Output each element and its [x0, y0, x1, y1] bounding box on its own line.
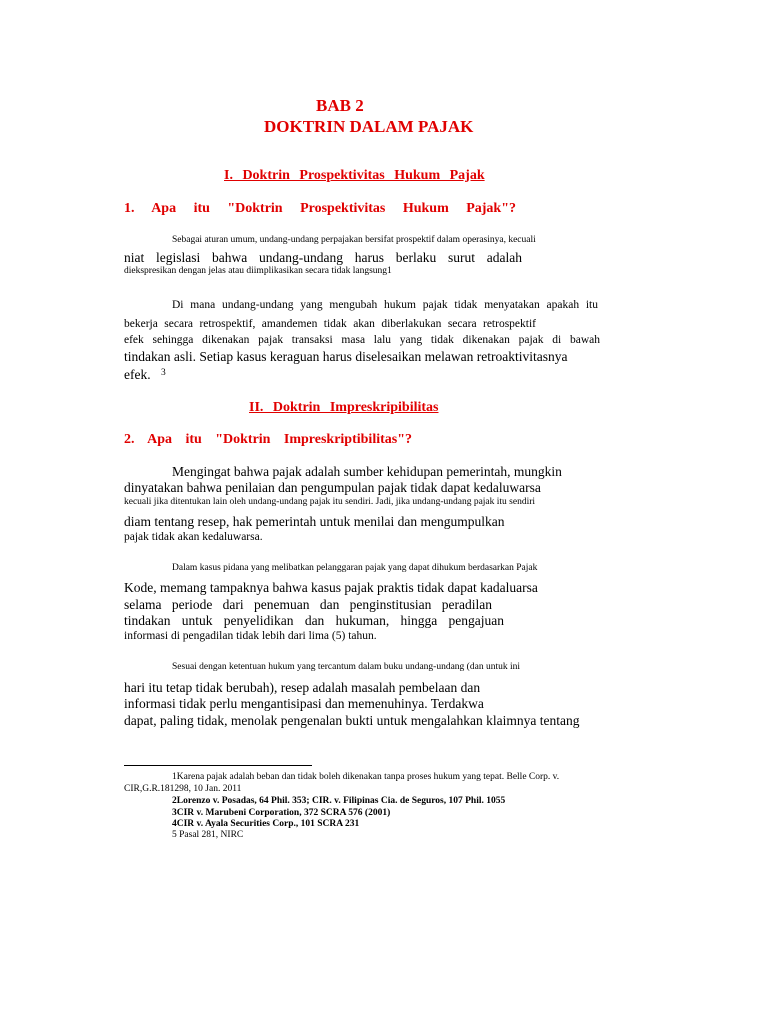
section-heading-1: I. Doktrin Prospektivitas Hukum Pajak — [224, 168, 485, 183]
footnote-5: 5 Pasal 281, NIRC — [172, 830, 244, 840]
section-heading-2: II. Doktrin Impreskripibilitas — [249, 400, 439, 415]
s1-p1-line1: Sebagai aturan umum, undang-undang perpajakan bersifat prospektif dalam operasinya, kecuali — [172, 235, 536, 245]
question-1: 1. Apa itu "Doktrin Prospektivitas Hukum Pajak"? — [124, 201, 516, 216]
question-2: 2. Apa itu "Doktrin Impreskriptibilitas"? — [124, 432, 412, 447]
s1-p2-line5: efek. — [124, 367, 151, 382]
s2-p1-line3: kecuali jika ditentukan lain oleh undang-undang pajak itu sendiri. Jadi, jika undang-undang pajak itu sendiri — [124, 497, 536, 507]
s1-p2-line4: tindakan asli. Setiap kasus keraguan harus diselesaikan melawan retroaktivitasnya — [124, 349, 568, 364]
s2-p2-line4: tindakan untuk penyelidikan dan hukuman, hingga pengajuan — [124, 613, 504, 628]
s1-p2-line1: Di mana undang-undang yang mengubah hukum pajak tidak menyatakan apakah itu — [172, 299, 598, 311]
footnote-1: 1Karena pajak adalah beban dan tidak boleh dikenakan tanpa proses hukum yang tepat. Belle Corp. v. — [172, 772, 560, 782]
footnote-4: 4CIR v. Ayala Securities Corp., 101 SCRA 231 — [172, 819, 360, 829]
s1-p2-line2: bekerja secara retrospektif, amandemen tidak akan diberlakukan secara retrospektif — [124, 318, 536, 330]
footnote-2: 2Lorenzo v. Posadas, 64 Phil. 353; CIR. v. Filipinas Cia. de Seguros, 107 Phil. 1055 — [172, 796, 506, 806]
s2-p3-line3: informasi tidak perlu mengantisipasi dan memenuhinya. Terdakwa — [124, 696, 484, 711]
chapter-title: DOKTRIN DALAM PAJAK — [264, 117, 474, 136]
s1-p1-line3: diekspresikan dengan jelas atau diimplikasikan secara tidak langsung1 — [124, 266, 392, 276]
s2-p1-line4: diam tentang resep, hak pemerintah untuk menilai dan mengumpulkan — [124, 514, 505, 529]
footnote-divider — [124, 765, 312, 766]
s2-p2-line1: Dalam kasus pidana yang melibatkan pelanggaran pajak yang dapat dihukum berdasarkan Pajak — [172, 563, 538, 573]
s2-p2-line3: selama periode dari penemuan dan penginstitusian peradilan — [124, 597, 492, 612]
s2-p2-line5: informasi di pengadilan tidak lebih dari lima (5) tahun. — [124, 630, 377, 642]
footnote-ref-3: 3 — [161, 368, 166, 378]
chapter-label: BAB 2 — [316, 96, 364, 115]
s2-p3-line2: hari itu tetap tidak berubah), resep adalah masalah pembelaan dan — [124, 680, 481, 695]
s2-p3-line1: Sesuai dengan ketentuan hukum yang tercantum dalam buku undang-undang (dan untuk ini — [172, 662, 520, 672]
footnote-3: 3CIR v. Marubeni Corporation, 372 SCRA 576 (2001) — [172, 808, 391, 818]
s2-p1-line1: Mengingat bahwa pajak adalah sumber kehidupan pemerintah, mungkin — [172, 464, 562, 479]
s2-p3-line4: dapat, paling tidak, menolak pengenalan bukti untuk mengalahkan klaimnya tentang — [124, 713, 580, 728]
s2-p2-line2: Kode, memang tampaknya bahwa kasus pajak praktis tidak dapat kadaluarsa — [124, 580, 538, 595]
s1-p2-line3: efek sehingga dikenakan pajak transaksi masa lalu yang tidak dikenakan pajak di bawah — [124, 334, 600, 346]
footnote-1-cont: CIR,G.R.181298, 10 Jan. 2011 — [124, 784, 242, 794]
s2-p1-line5: pajak tidak akan kedaluwarsa. — [124, 531, 263, 543]
s2-p1-line2: dinyatakan bahwa penilaian dan pengumpulan pajak tidak dapat kedaluwarsa — [124, 480, 541, 495]
s1-p1-line2: niat legislasi bahwa undang-undang harus berlaku surut adalah — [124, 250, 522, 265]
